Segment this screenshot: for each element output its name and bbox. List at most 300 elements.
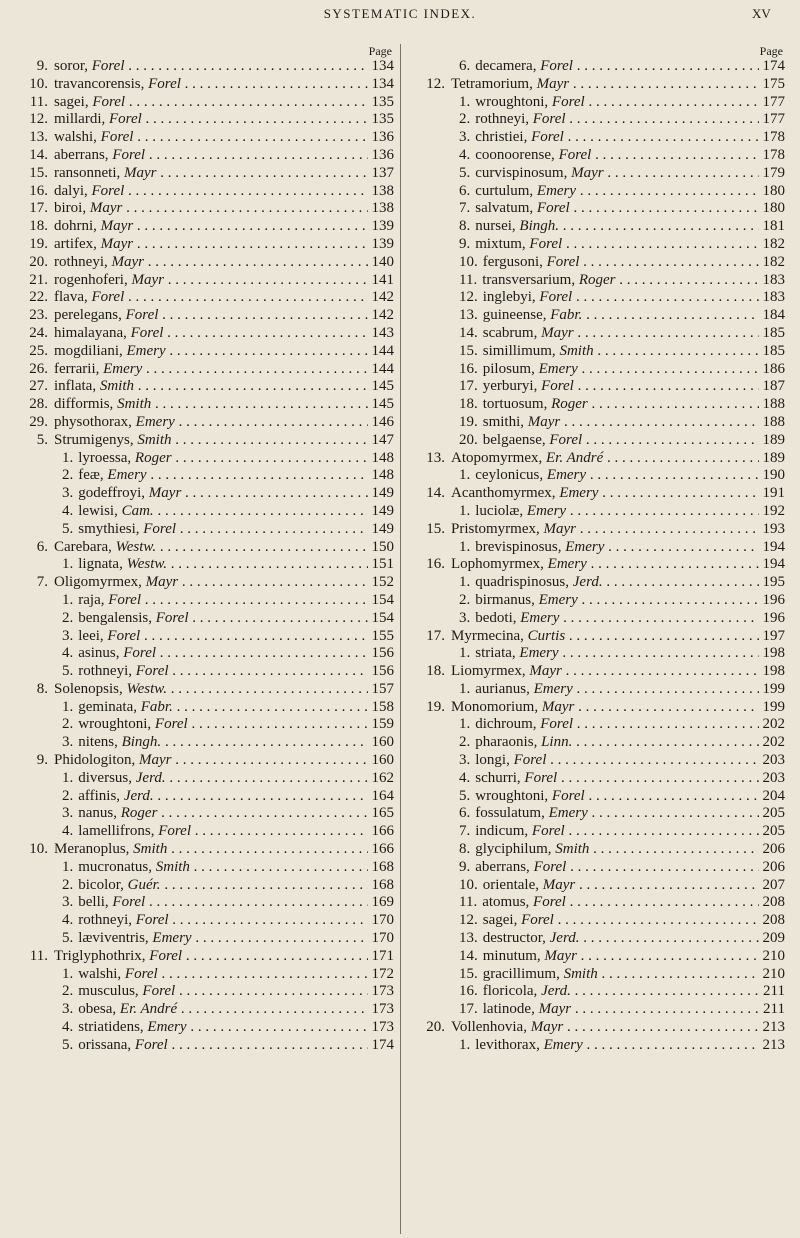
entry-text: [415, 343, 785, 361]
taxon-author: Bingh.: [519, 218, 560, 235]
index-entry-species: [18, 912, 394, 930]
index-entry-species: [18, 610, 394, 628]
taxon-name: Tetramorium,: [451, 75, 537, 92]
entry-text: [415, 663, 785, 681]
entry-text: [415, 272, 785, 290]
page-reference: 138: [368, 200, 395, 218]
page-reference: 166: [368, 841, 395, 859]
page-reference: 148: [368, 467, 395, 485]
index-entry-species: [415, 94, 785, 112]
index-entry-species: [18, 556, 394, 574]
taxon-name: salvatum,: [475, 200, 537, 217]
taxon-author: Forel: [155, 609, 189, 626]
entry-text: [415, 681, 785, 699]
entry-number: 23.: [29, 307, 48, 324]
index-entry-species: [415, 218, 785, 236]
taxon-name: scabrum,: [482, 324, 542, 341]
taxon-name: geminata,: [78, 698, 141, 715]
taxon-name: Liomyrmex,: [451, 663, 530, 680]
page-reference: 135: [368, 94, 395, 112]
entry-number: 2.: [62, 787, 74, 804]
page-reference: 144: [368, 361, 395, 379]
taxon-name: perelegans,: [54, 307, 126, 324]
page-reference: 145: [368, 396, 395, 414]
index-entry-species: [415, 147, 785, 165]
page-reference: 149: [368, 503, 395, 521]
taxon-author: Smith: [117, 396, 152, 413]
page-reference: 177: [759, 111, 786, 129]
index-entry-genus: [18, 76, 394, 94]
taxon-author: Forel: [540, 716, 574, 733]
taxon-name: travancorensis,: [54, 75, 149, 92]
entry-number: 1.: [62, 769, 74, 786]
taxon-name: curtulum,: [475, 182, 537, 199]
entry-text: [415, 628, 785, 646]
entry-text: [18, 716, 394, 734]
taxon-name: orientale,: [482, 876, 543, 893]
entry-text: [18, 574, 394, 592]
page-reference: 149: [368, 521, 395, 539]
entry-number: 21.: [29, 271, 48, 288]
entry-number: 3.: [62, 734, 74, 751]
taxon-name: wroughtoni,: [475, 787, 552, 804]
entry-text: [415, 1001, 785, 1019]
taxon-author: Mayr: [536, 75, 570, 92]
taxon-author: Mayr: [530, 1019, 564, 1036]
entry-text: [18, 200, 394, 218]
entry-number: 6.: [459, 58, 471, 74]
page-number: XV: [752, 6, 771, 21]
taxon-author: Mayr: [145, 574, 179, 591]
page-reference: 137: [368, 165, 395, 183]
taxon-author: Mayr: [541, 698, 575, 715]
entry-text: [18, 111, 394, 129]
entry-text: [415, 823, 785, 841]
entry-text: [18, 307, 394, 325]
entry-number: 2.: [62, 876, 74, 893]
entry-number: 1.: [62, 698, 74, 715]
taxon-name: transversarium,: [482, 271, 579, 288]
taxon-author: Jerd.: [549, 930, 580, 947]
entry-text: [415, 716, 785, 734]
entry-number: 3.: [459, 129, 471, 146]
page-reference: 134: [368, 58, 395, 76]
taxon-author: Westw.: [126, 680, 167, 697]
entry-text: [415, 378, 785, 396]
index-entry-genus: [18, 236, 394, 254]
taxon-name: atomus,: [482, 894, 534, 911]
entry-text: [18, 503, 394, 521]
page-reference: 211: [759, 1001, 785, 1019]
taxon-author: Mayr: [100, 218, 134, 235]
index-rows: [18, 58, 394, 1055]
page-reference: 169: [368, 894, 395, 912]
entry-text: [18, 770, 394, 788]
entry-text: [415, 859, 785, 877]
page-reference: 190: [759, 467, 786, 485]
taxon-author: Forel: [149, 947, 183, 964]
taxon-name: christiei,: [475, 129, 532, 146]
index-entry-genus: [415, 628, 785, 646]
taxon-name: soror,: [54, 58, 92, 74]
taxon-name: brevispinosus,: [475, 538, 566, 555]
taxon-author: Forel: [135, 912, 169, 929]
index-entry-species: [415, 129, 785, 147]
entry-text: [415, 645, 785, 663]
taxon-author: Bingh.: [121, 734, 162, 751]
index-entry-species: [415, 966, 785, 984]
entry-number: 25.: [29, 342, 48, 359]
page-reference: 166: [368, 823, 395, 841]
page-reference: 194: [759, 556, 786, 574]
taxon-name: asinus,: [78, 645, 124, 662]
index-entry-species: [415, 983, 785, 1001]
page-column-label: Page: [368, 44, 392, 58]
index-entry-species: [415, 912, 785, 930]
index-entry-species: [415, 236, 785, 254]
page-reference: 148: [368, 450, 395, 468]
entry-number: 29.: [29, 413, 48, 430]
taxon-author: Forel: [154, 716, 188, 733]
taxon-name: Myrmecina,: [451, 627, 528, 644]
taxon-author: Emery: [107, 467, 147, 484]
index-entry-genus: [18, 183, 394, 201]
entry-text: [18, 58, 394, 76]
taxon-name: aurianus,: [475, 680, 534, 697]
taxon-author: Mayr: [529, 663, 562, 680]
taxon-name: nitens,: [78, 734, 122, 751]
entry-number: 13.: [459, 307, 478, 324]
index-entry-species: [415, 1037, 785, 1055]
index-column-right: [415, 44, 785, 1055]
taxon-name: lyroessa,: [78, 449, 135, 466]
entry-text: [18, 165, 394, 183]
taxon-name: walshi,: [54, 129, 101, 146]
entry-number: 10.: [459, 876, 478, 893]
taxon-author: Westw.: [126, 556, 168, 573]
index-entry-genus: [18, 147, 394, 165]
taxon-name: feæ,: [78, 467, 108, 484]
page-reference: 188: [759, 396, 786, 414]
entry-number: 4.: [459, 146, 471, 163]
entry-text: [415, 983, 785, 1001]
taxon-author: Forel: [107, 627, 141, 644]
index-entry-species: [415, 788, 785, 806]
page-reference: 136: [368, 147, 395, 165]
page-reference: 210: [759, 966, 786, 984]
taxon-author: Forel: [558, 146, 592, 163]
entry-text: [415, 699, 785, 717]
taxon-name: nanus,: [78, 805, 121, 822]
index-entry-species: [18, 877, 394, 895]
taxon-author: Mayr: [89, 200, 123, 217]
index-entry-genus: [18, 325, 394, 343]
page-reference: 189: [759, 432, 786, 450]
page-reference: 198: [759, 663, 786, 681]
entry-text: [18, 218, 394, 236]
taxon-name: Strumigenys,: [54, 431, 138, 448]
page-reference: 192: [759, 503, 786, 521]
page-reference: 139: [368, 218, 395, 236]
page-reference: 205: [759, 805, 786, 823]
entry-number: 19.: [29, 235, 48, 252]
entry-number: 16.: [426, 556, 445, 573]
entry-text: [18, 467, 394, 485]
entry-number: 10.: [459, 253, 478, 270]
page-reference: 203: [759, 752, 786, 770]
index-entry-genus: [18, 539, 394, 557]
taxon-author: Jerd.: [123, 787, 154, 804]
taxon-author: Forel: [91, 182, 125, 199]
entry-number: 11.: [29, 93, 48, 110]
taxon-author: Emery: [533, 680, 573, 697]
taxon-author: Mayr: [538, 1001, 572, 1018]
page-reference: 147: [368, 432, 395, 450]
entry-number: 4.: [459, 769, 471, 786]
entry-text: [415, 236, 785, 254]
page-reference: 178: [759, 129, 786, 147]
entry-text: [415, 485, 785, 503]
taxon-author: Emery: [519, 645, 559, 662]
entry-number: 4.: [62, 823, 74, 840]
entry-text: [415, 805, 785, 823]
entry-number: 6.: [459, 805, 471, 822]
entry-number: 13.: [29, 129, 48, 146]
index-entry-species: [415, 272, 785, 290]
index-entry-species: [18, 823, 394, 841]
entry-text: [415, 467, 785, 485]
index-entry-species: [18, 770, 394, 788]
page-reference: 188: [759, 414, 786, 432]
taxon-author: Smith: [559, 342, 594, 359]
index-entry-genus: [18, 307, 394, 325]
taxon-author: Forel: [529, 235, 563, 252]
page-reference: 204: [759, 788, 786, 806]
taxon-name: glyciphilum,: [475, 841, 556, 858]
entry-text: [18, 289, 394, 307]
taxon-author: Roger: [578, 271, 616, 288]
index-entry-species: [415, 1001, 785, 1019]
entry-text: [18, 592, 394, 610]
entry-text: [415, 841, 785, 859]
taxon-author: Forel: [123, 645, 157, 662]
taxon-author: Forel: [112, 146, 146, 163]
entry-text: [18, 912, 394, 930]
page-reference: 159: [368, 716, 395, 734]
index-entry-species: [415, 361, 785, 379]
taxon-name: belli,: [78, 894, 113, 911]
entry-number: 12.: [29, 111, 48, 128]
taxon-author: Cam.: [121, 502, 154, 519]
entry-text: [18, 859, 394, 877]
page-reference: 189: [759, 450, 786, 468]
entry-text: [18, 948, 394, 966]
entry-number: 2.: [62, 983, 74, 1000]
taxon-name: difformis,: [54, 396, 118, 413]
index-entry-genus: [18, 111, 394, 129]
taxon-name: mixtum,: [475, 235, 530, 252]
taxon-name: godeffroyi,: [78, 485, 149, 502]
page-reference: 156: [368, 663, 395, 681]
index-entry-species: [415, 414, 785, 432]
taxon-author: Mayr: [123, 164, 157, 181]
taxon-name: birmanus,: [475, 591, 539, 608]
page-reference: 140: [368, 254, 395, 272]
index-rows: [415, 58, 785, 1055]
taxon-author: Roger: [120, 805, 158, 822]
taxon-author: Mayr: [543, 520, 576, 537]
entry-number: 2.: [62, 609, 74, 626]
entry-number: 13.: [459, 930, 478, 947]
entry-text: [18, 752, 394, 770]
entry-number: 17.: [459, 378, 478, 395]
entry-text: [18, 272, 394, 290]
taxon-name: wroughtoni,: [78, 716, 155, 733]
page-reference: 155: [368, 628, 395, 646]
index-entry-species: [415, 894, 785, 912]
index-entry-genus: [18, 948, 394, 966]
index-entry-genus: [18, 58, 394, 76]
taxon-author: Fabr.: [140, 698, 173, 715]
page-reference: 207: [759, 877, 786, 895]
entry-number: 18.: [426, 663, 445, 680]
index-entry-genus: [18, 681, 394, 699]
index-entry-species: [415, 770, 785, 788]
entry-text: [18, 378, 394, 396]
index-entry-species: [415, 592, 785, 610]
page-reference: 142: [368, 289, 395, 307]
entry-number: 9.: [459, 858, 471, 875]
page-reference: 158: [368, 699, 395, 717]
page-reference: 168: [368, 859, 395, 877]
index-entry-species: [415, 183, 785, 201]
taxon-author: Linn.: [541, 734, 573, 751]
taxon-author: Smith: [99, 378, 134, 395]
entry-number: 27.: [29, 378, 48, 395]
index-entry-genus: [18, 254, 394, 272]
taxon-name: Atopomyrmex,: [451, 449, 546, 466]
taxon-author: Forel: [540, 58, 573, 74]
taxon-name: diversus,: [78, 769, 136, 786]
taxon-author: Emery: [147, 1019, 187, 1036]
entry-number: 3.: [62, 485, 74, 502]
entry-number: 11.: [459, 894, 478, 911]
index-entry-species: [415, 574, 785, 592]
entry-number: 12.: [459, 912, 478, 929]
index-entry-species: [415, 467, 785, 485]
page-reference: 138: [368, 183, 395, 201]
entry-number: 4.: [62, 645, 74, 662]
entry-number: 5.: [62, 520, 74, 537]
taxon-author: Roger: [134, 449, 172, 466]
index-entry-species: [18, 1001, 394, 1019]
entry-text: [415, 414, 785, 432]
taxon-author: Jerd.: [135, 769, 166, 786]
entry-text: [415, 574, 785, 592]
taxon-author: Forel: [92, 93, 126, 110]
entry-number: 14.: [29, 146, 48, 163]
index-entry-species: [415, 111, 785, 129]
taxon-author: Forel: [549, 431, 583, 448]
page-reference: 184: [759, 307, 786, 325]
taxon-author: Forel: [130, 324, 164, 341]
page-reference: 154: [368, 592, 395, 610]
entry-number: 11.: [29, 947, 48, 964]
taxon-name: inflata,: [54, 378, 100, 395]
taxon-author: Forel: [124, 965, 158, 982]
entry-number: 1.: [62, 449, 74, 466]
entry-text: [415, 788, 785, 806]
entry-text: [415, 289, 785, 307]
taxon-author: Emery: [126, 342, 166, 359]
taxon-name: Oligomyrmex,: [54, 574, 146, 591]
index-entry-genus: [18, 752, 394, 770]
taxon-name: schurri,: [475, 769, 525, 786]
taxon-name: himalayana,: [54, 324, 131, 341]
page-reference: 168: [368, 877, 395, 895]
taxon-name: biroi,: [54, 200, 90, 217]
taxon-name: belgaense,: [482, 431, 550, 448]
entry-text: [18, 450, 394, 468]
taxon-name: dohrni,: [54, 218, 101, 235]
page-reference: 157: [368, 681, 395, 699]
page-reference: 183: [759, 289, 786, 307]
taxon-name: rothneyi,: [78, 663, 136, 680]
page-reference: 179: [759, 165, 786, 183]
entry-text: [18, 343, 394, 361]
entry-number: 3.: [459, 609, 471, 626]
entry-text: [415, 592, 785, 610]
index-entry-genus: [18, 129, 394, 147]
page-reference: 182: [759, 236, 786, 254]
page-reference: 181: [759, 218, 786, 236]
page-reference: 144: [368, 343, 395, 361]
page-reference: 143: [368, 325, 395, 343]
taxon-author: Forel: [134, 1036, 168, 1053]
taxon-author: Mayr: [527, 413, 561, 430]
taxon-author: Forel: [148, 75, 181, 92]
taxon-name: minutum,: [482, 947, 545, 964]
taxon-author: Forel: [531, 823, 565, 840]
page-reference: 135: [368, 111, 395, 129]
entry-number: 18.: [459, 396, 478, 413]
taxon-author: Smith: [133, 841, 168, 858]
page-reference: 160: [368, 752, 395, 770]
index-entry-species: [18, 521, 394, 539]
taxon-name: floricola,: [482, 983, 542, 1000]
index-entry-genus: [18, 574, 394, 592]
taxon-author: Forel: [143, 520, 177, 537]
page-reference: 202: [759, 734, 786, 752]
entry-number: 1.: [459, 502, 471, 519]
entry-text: [415, 966, 785, 984]
taxon-name: gracillimum,: [482, 965, 564, 982]
taxon-name: obesa,: [78, 1001, 120, 1018]
entry-text: [415, 948, 785, 966]
taxon-name: Pristomyrmex,: [451, 520, 544, 537]
entry-number: 13.: [426, 449, 445, 466]
entry-text: [415, 610, 785, 628]
entry-number: 8.: [459, 218, 471, 235]
entry-number: 26.: [29, 360, 48, 377]
running-title: SYSTEMATIC INDEX.: [323, 6, 477, 21]
taxon-author: Emery: [103, 360, 143, 377]
entry-number: 1.: [459, 467, 471, 484]
entry-number: 7.: [36, 574, 48, 591]
entry-text: [415, 361, 785, 379]
taxon-name: coonoorense,: [475, 146, 559, 163]
taxon-author: Emery: [543, 1036, 583, 1053]
